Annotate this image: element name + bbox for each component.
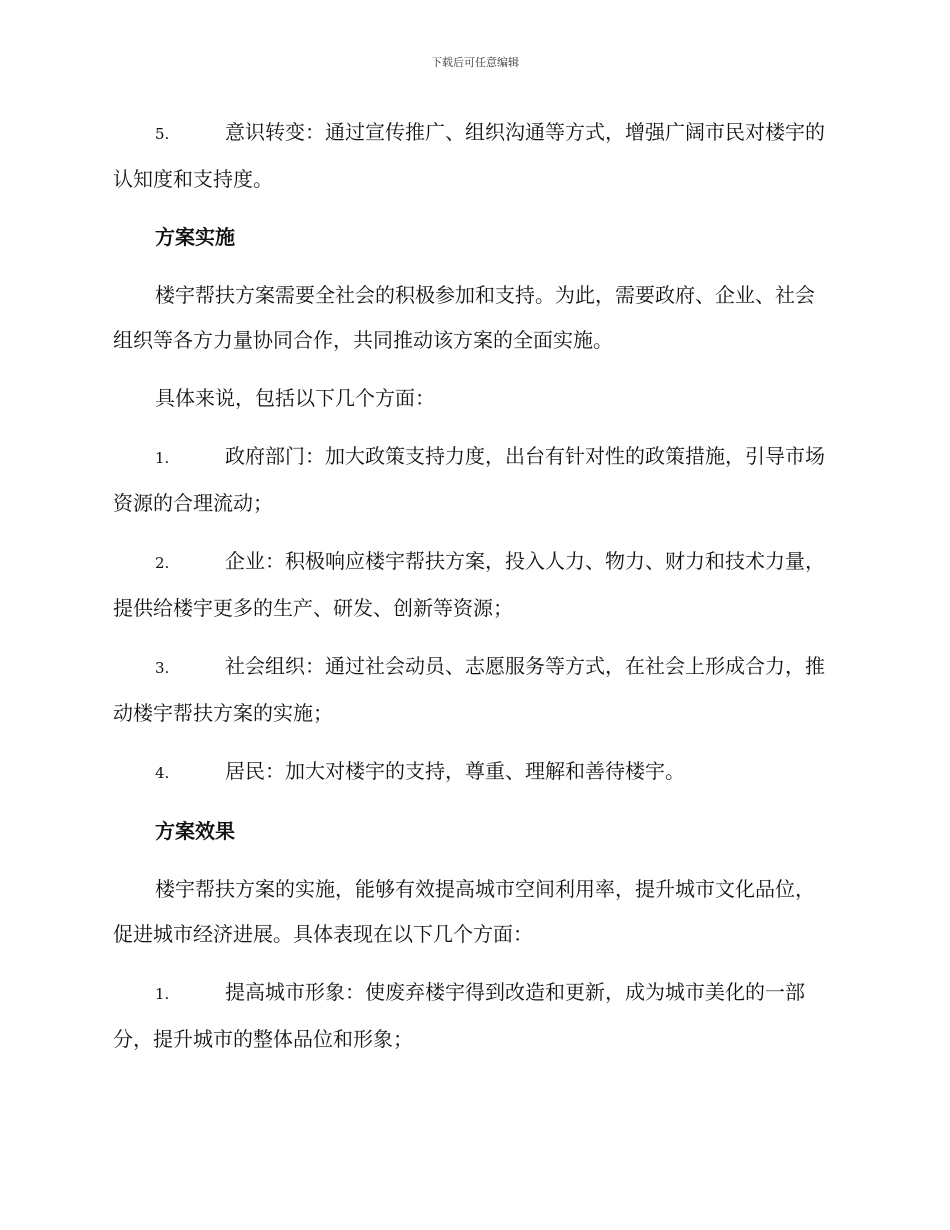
list-number: 3. <box>155 659 170 677</box>
section-heading: 方案效果 <box>155 819 235 843</box>
paragraph: 楼宇帮扶方案需要全社会的积极参加和支持。为此，需要政府、企业、社会组织等各方力量协同合作，共同推动该方案的全面实施。 <box>113 283 815 352</box>
list-item <box>113 110 833 202</box>
list-number: 5. <box>155 125 170 143</box>
list-number: 1. <box>155 985 170 1003</box>
list-item-text: 意识转变：通过宣传推广、组织沟通等方式，增强广阔市民对楼宇的认知度和支持度。 <box>113 120 825 191</box>
section-heading: 方案实施 <box>155 225 235 249</box>
list-item-text: 企业：积极响应楼宇帮扶方案，投入人力、物力、财力和技术力量，提供给楼宇更多的生产、研发、创新等资源； <box>113 549 825 620</box>
list-item <box>113 644 833 736</box>
page-header: 下载后可任意编辑 <box>431 56 519 69</box>
paragraph: 楼宇帮扶方案的实施，能够有效提高城市空间利用率，提升城市文化品位，促进城市经济进展。具体表现在以下几个方面： <box>113 877 815 946</box>
list-number: 4. <box>155 764 170 782</box>
list-item-text: 社会组织：通过社会动员、志愿服务等方式，在社会上形成合力，推动楼宇帮扶方案的实施； <box>113 654 825 725</box>
paragraph: 具体来说，包括以下几个方面： <box>155 386 435 410</box>
list-item <box>113 749 833 796</box>
list-item <box>113 539 833 631</box>
list-item-text: 提高城市形象：使废弃楼宇得到改造和更新，成为城市美化的一部分，提升城市的整体品位和形象； <box>113 980 805 1051</box>
list-number: 2. <box>155 554 170 572</box>
list-item <box>113 434 833 526</box>
list-item-text: 政府部门：加大政策支持力度，出台有针对性的政策措施，引导市场资源的合理流动； <box>113 444 825 515</box>
list-number: 1. <box>155 449 170 467</box>
list-item <box>113 970 833 1062</box>
document-body <box>113 110 833 1075</box>
list-item-text: 居民：加大对楼宇的支持，尊重、理解和善待楼宇。 <box>225 759 685 783</box>
